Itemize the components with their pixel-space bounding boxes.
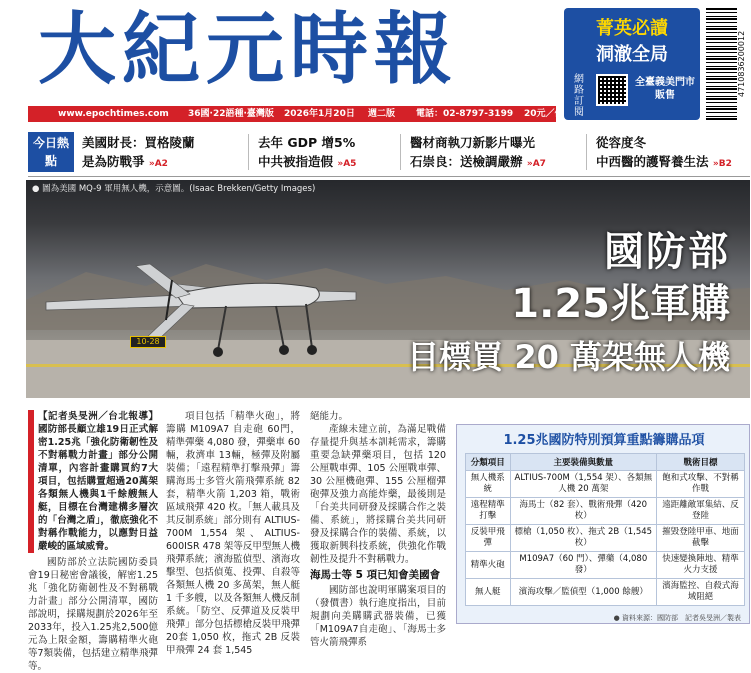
info-bar (28, 106, 564, 122)
table-row (466, 498, 745, 525)
headline-line1: 醫材商執刀新影片曝光 (410, 135, 536, 150)
article-subhead: 海馬士等 5 項已知會美國會 (310, 569, 441, 581)
table-cell: 遠程精準打擊 (466, 498, 511, 525)
main-headline-line3: 目標買 20 萬架無人機 (407, 338, 730, 376)
website-link[interactable]: www.epochtimes.com (58, 109, 169, 119)
table-cell: 飽和式攻擊、不對稱作戰 (657, 471, 745, 498)
headline-item[interactable]: 美國財長：買格陵蘭 是為防戰爭 »A2 (82, 135, 195, 169)
column-header: 戰術目標 (657, 454, 745, 471)
headline-line1: 從容度冬 (596, 135, 647, 150)
article-paragraph: 絕能力。 (310, 411, 349, 422)
promo-line2: 洞澈全局 (596, 44, 668, 65)
article-paragraph: 國防部於立法院國防委員會19日秘密會議後，解密1.25兆「強化防衛韌性及不對稱戰力計畫」部分公開清單，國防部說明，採購規劃於2026年至2033年，投入1.25兆2,500億元為上限金額，籌購精準火砲等7類裝備，包括建立精準飛彈等。 (28, 557, 158, 672)
divider (28, 176, 750, 177)
table-header-row (466, 454, 745, 471)
article-column-2: 項目包括「精準火砲」，將籌購 M109A7 自走砲 60門，精準彈藥 4,080 發，彈藥車 60輛，救濟車 13輛，極彈及附屬裝備；「遠程精準打擊飛彈」籌購海馬士多管火箭飛彈系統 82 套，精準火箭 1,203 箱，戰術區域飛彈 420 枚。「無人載具及其反制系統」部分則有 ALTIUS-700M 1,554 架、ALTIUS-600ISR 478 架等反甲型無人機飛彈系統；濱海監偵型、濱海攻擊型、包括偵蒐、投彈、自殺等各類無人機 20 多萬架，無人艇 1 千多艘，以及各類無人機反制系統。「防空、反彈道及反裝甲飛彈」部分包括標槍反裝甲飛彈 20套 1,050 枚，拖式 2B 反裝甲飛彈 24 套 1,545 (166, 411, 300, 656)
phone-info: 電話：02-8797-3199 (416, 109, 514, 119)
table-cell: 精準火砲 (466, 552, 511, 579)
column-header: 主要裝備與數量 (510, 454, 656, 471)
issue-weekday: 週二版 (368, 109, 396, 119)
runway-sign: 10-28 (130, 336, 166, 348)
article-lead: 【記者吳旻洲／台北報導】國防部長顧立雄19日正式解密1.25兆「強化防衛韌性及不對稱戰力計畫」部分公開清單，內容計畫購買約7大項目，包括購置超過20萬架各類無人機與1千餘艘無人艇，目標在台灣建構多層次的「台灣之盾」，徹底強化不對稱作戰能力，以應對日益嚴峻的區域威脅。 (28, 410, 158, 553)
headline-line1: 美國財長：買格陵蘭 (82, 135, 195, 150)
issue-date: 2026年1月20日 (284, 109, 355, 119)
headline-divider (248, 134, 249, 170)
table-cell: 快速變換陣地、精準火力支援 (657, 552, 745, 579)
table-cell: 反裝甲飛彈 (466, 525, 511, 552)
table-row (466, 471, 745, 498)
main-headline-line1: 國防部 (604, 229, 730, 275)
photo-caption: ● 圖為美國 MQ-9 軍用無人機，示意圖。(Isaac Brekken/Getty Images) (32, 184, 316, 194)
headline-item[interactable]: 醫材商執刀新影片曝光 石崇良：送檢調嚴辦 »A7 (410, 135, 546, 169)
headline-line2: 中西醫的護腎養生法 (596, 154, 709, 169)
table-cell: 無人艇 (466, 579, 511, 606)
today-hot-label: 今日熱點 (28, 132, 74, 172)
article-column-3 (310, 410, 446, 648)
headline-item[interactable]: 從容度冬 中西醫的護腎養生法 »B2 (596, 135, 732, 169)
headline-divider (400, 134, 401, 170)
article-column-1 (28, 410, 158, 672)
promo-subscribe-label: 網路訂閱 (574, 74, 584, 118)
headline-divider (586, 134, 587, 170)
headline-page: A2 (154, 159, 168, 169)
table-cell: 無人機系統 (466, 471, 511, 498)
headline-page: A7 (532, 159, 546, 169)
headline-line2: 中共被指造假 (258, 154, 334, 169)
headline-page: B2 (718, 159, 732, 169)
table-source-note: ● 資料來源：國防部 記者吳旻洲／製表 (613, 614, 741, 622)
table-cell: 濱海攻擊／監偵型（1,000 餘艘） (510, 579, 656, 606)
promo-stores-label: 全臺義美門市販售 (635, 77, 695, 101)
article-paragraph: 國防部也說明軍購案項目的（發價書）執行進度指出，目前規劃向美購購武器裝備，已獲「M109A7自走砲」、「海馬士多管火箭飛彈系 (310, 585, 446, 648)
headline-line2: 是為防戰爭 (82, 154, 145, 169)
table-cell: M109A7（60 門）、彈藥（4,080 發） (510, 552, 656, 579)
table-row (466, 525, 745, 552)
qr-code-icon (596, 74, 628, 106)
issue-info: 36國·22語種·臺灣版 (188, 109, 274, 119)
column-header: 分類項目 (466, 454, 511, 471)
headline-line1: 去年 GDP 增5% (258, 135, 356, 150)
masthead-title: 大紀元時報 (38, 4, 459, 95)
hero-image (26, 180, 750, 398)
table-cell: 遠距離敵軍集結、反登陸 (657, 498, 745, 525)
article-paragraph: 產線未建立前，為滿足戰備存量提升與基本訓耗需求，籌購重要急缺彈藥項目，包括 120 公厘戰車彈、105 公厘戰車彈、30 公厘機砲彈、155 公厘榴彈砲彈及強力高能炸藥，最後則是「台美共同研發及採購合作之裝備、系統」，將採購台美共同研發及採購合作的裝備、系統，以獲取新興科技系統，供強化作戰韌性及提升不對稱戰力。 (310, 424, 446, 565)
headline-item[interactable]: 去年 GDP 增5% 中共被指造假 »A5 (258, 135, 357, 169)
headline-page: A5 (343, 159, 357, 169)
procurement-table-box (456, 424, 750, 624)
procurement-table (465, 453, 745, 606)
table-title: 1.25兆國防特別預算重點籌購品項 (503, 433, 705, 448)
table-row (466, 552, 745, 579)
table-cell: 海馬士（82 套）、戰術飛彈（420 枚） (510, 498, 656, 525)
table-cell: 濱海監控、自殺式海域阻絕 (657, 579, 745, 606)
headline-line2: 石崇良：送檢調嚴辦 (410, 154, 523, 169)
price-info: 20元／份 (524, 109, 564, 119)
table-cell: 摧毀登陸甲車、地面截擊 (657, 525, 745, 552)
subscription-promo[interactable] (564, 8, 700, 120)
promo-line1: 菁英必讀 (596, 18, 668, 39)
main-headline-line2: 1.25兆軍購 (511, 281, 730, 327)
barcode-digits: 4710836200012 (737, 8, 749, 120)
table-row (466, 579, 745, 606)
table-cell: 標槍（1,050 枚）、拖式 2B（1,545 枚） (510, 525, 656, 552)
table-cell: ALTIUS-700M（1,554 架）、各類無人機 20 萬架 (510, 471, 656, 498)
